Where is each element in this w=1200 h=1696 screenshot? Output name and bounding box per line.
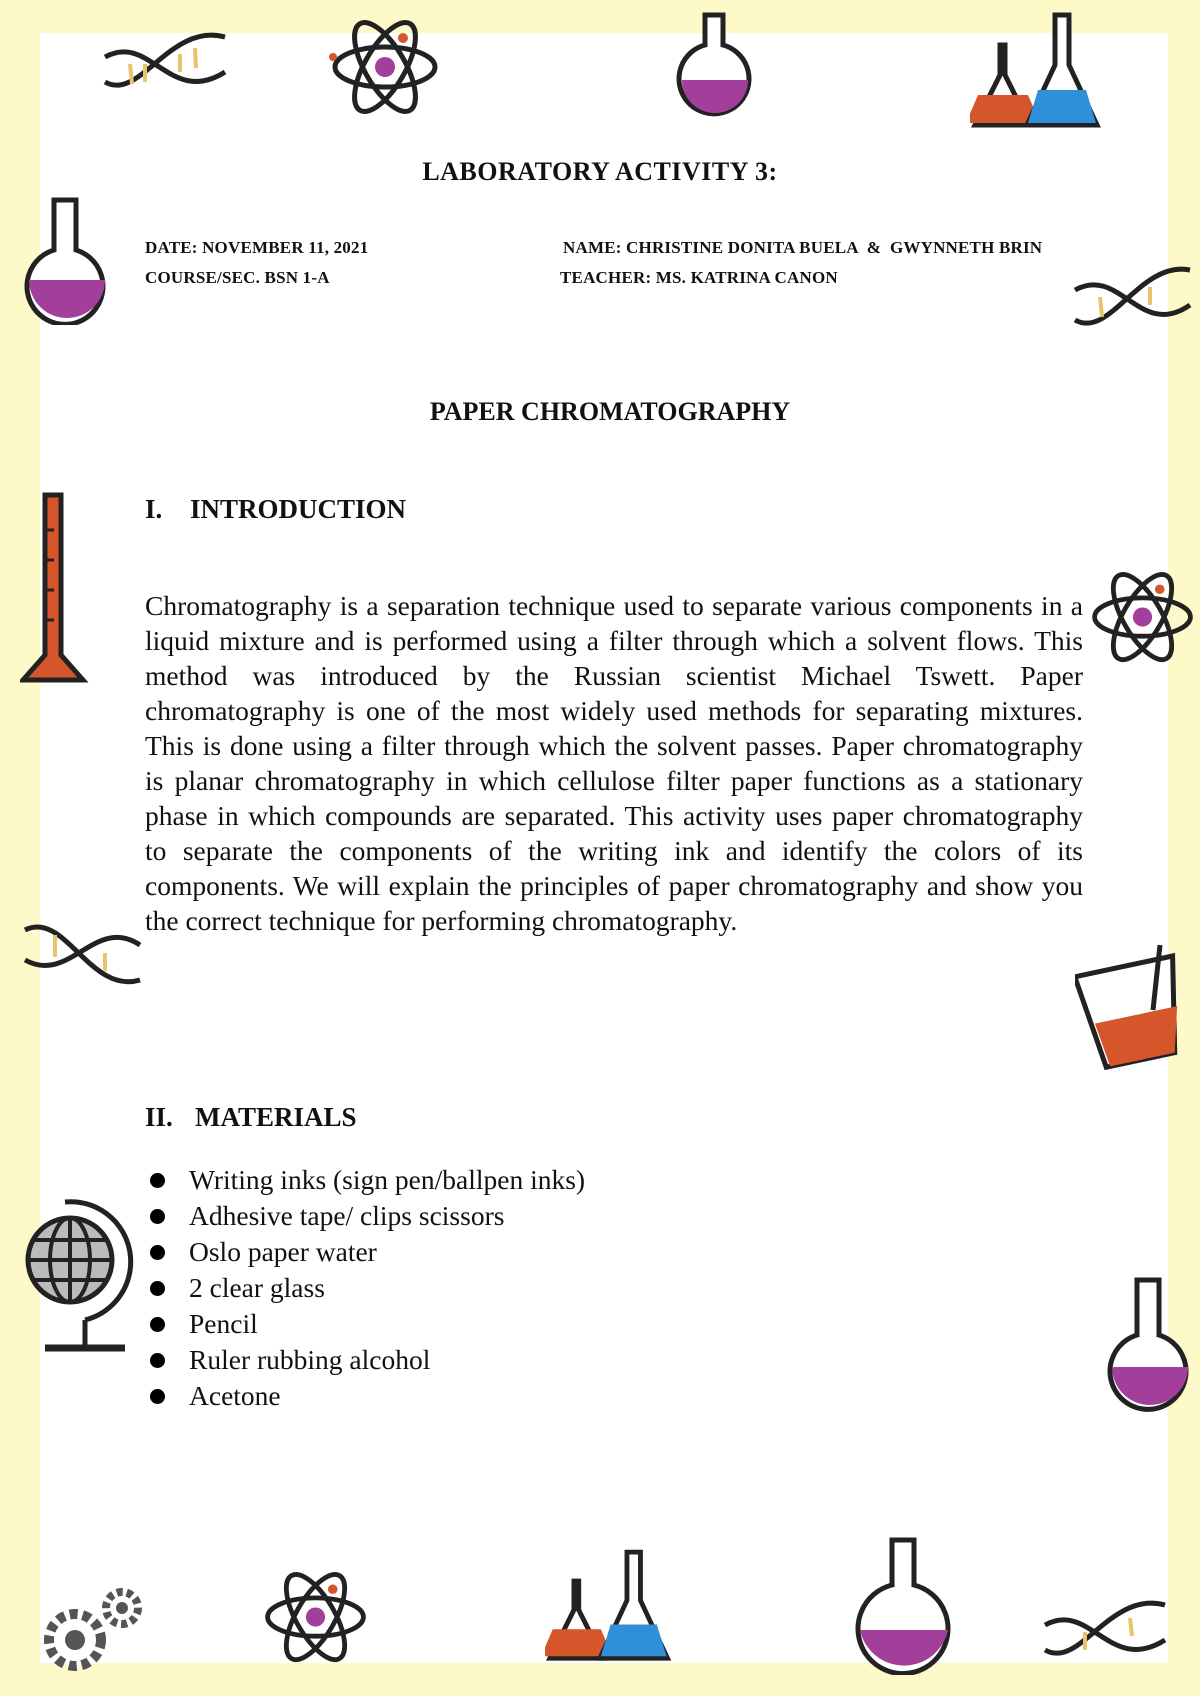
page-title: LABORATORY ACTIVITY 3: — [422, 157, 778, 186]
bullet-icon — [150, 1389, 165, 1404]
introduction-paragraph: Chromatography is a separation technique used to separate various components in a liquid mixture and is performed using a filter through which a solvent flows. This method was introduced by the Russian scientist Michael Tswett. Paper chromatography is one of the most widely used methods for separating mixtures. This is done using a filter through which the solvent passes. Paper chromatography is planar chromatography in which cellulose filter paper functions as a stationary phase in which compounds are separated. This activity uses paper chromatography to separate the components of the writing ink and identify the colors of its components. We will explain the principles of paper chromatography and show you the correct technique for performing chromatography. — [145, 590, 1083, 936]
flasks-icon — [545, 1545, 680, 1675]
date-field: DATE: NOVEMBER 11, 2021 — [145, 238, 369, 257]
list-item — [145, 1234, 585, 1270]
list-item-text: Writing inks (sign pen/ballpen inks) — [189, 1164, 586, 1195]
dna-icon — [1070, 245, 1195, 340]
introduction-heading — [145, 494, 406, 525]
list-item-text: Pencil — [189, 1308, 258, 1339]
round-flask-icon — [850, 1535, 960, 1675]
globe-icon — [20, 1180, 135, 1355]
list-item-text: Ruler rubbing alcohol — [189, 1344, 431, 1375]
list-item — [145, 1162, 585, 1198]
materials-heading — [145, 1102, 357, 1133]
atom-icon — [325, 10, 445, 125]
course-field: COURSE/SEC. BSN 1-A — [145, 268, 330, 287]
atom-icon — [1085, 560, 1200, 675]
bullet-icon — [150, 1281, 165, 1296]
list-item — [145, 1378, 585, 1414]
list-item — [145, 1270, 585, 1306]
list-item-text: Oslo paper water — [189, 1236, 377, 1267]
atom-icon — [258, 1560, 373, 1675]
section-number: II. — [145, 1102, 173, 1132]
list-item — [145, 1306, 585, 1342]
list-item-text: 2 clear glass — [189, 1272, 325, 1303]
dna-icon — [100, 12, 230, 107]
graduated-cylinder-icon — [20, 490, 90, 690]
section-title: MATERIALS — [195, 1102, 357, 1132]
list-item — [145, 1198, 585, 1234]
list-item-text: Acetone — [189, 1380, 281, 1411]
teacher-field: TEACHER: MS. KATRINA CANON — [560, 268, 838, 287]
document-subtitle: PAPER CHROMATOGRAPHY — [429, 397, 791, 426]
dna-icon — [20, 905, 145, 1005]
section-number: I. — [145, 494, 163, 524]
bullet-icon — [150, 1173, 165, 1188]
gears-icon — [40, 1580, 150, 1680]
flask-icon — [1105, 1275, 1195, 1415]
round-flask-icon — [670, 10, 760, 120]
name-field: NAME: CHRISTINE DONITA BUELA & GWYNNETH BRIN — [563, 238, 1043, 257]
dna-icon — [1040, 1580, 1170, 1675]
beaker-icon — [1075, 940, 1195, 1075]
flask-icon — [22, 195, 112, 325]
section-title: INTRODUCTION — [190, 494, 407, 524]
bullet-icon — [150, 1209, 165, 1224]
bullet-icon — [150, 1353, 165, 1368]
materials-list — [145, 1162, 585, 1414]
list-item-text: Adhesive tape/ clips scissors — [189, 1200, 505, 1231]
bullet-icon — [150, 1245, 165, 1260]
list-item — [145, 1342, 585, 1378]
flasks-icon — [970, 10, 1110, 140]
bullet-icon — [150, 1317, 165, 1332]
